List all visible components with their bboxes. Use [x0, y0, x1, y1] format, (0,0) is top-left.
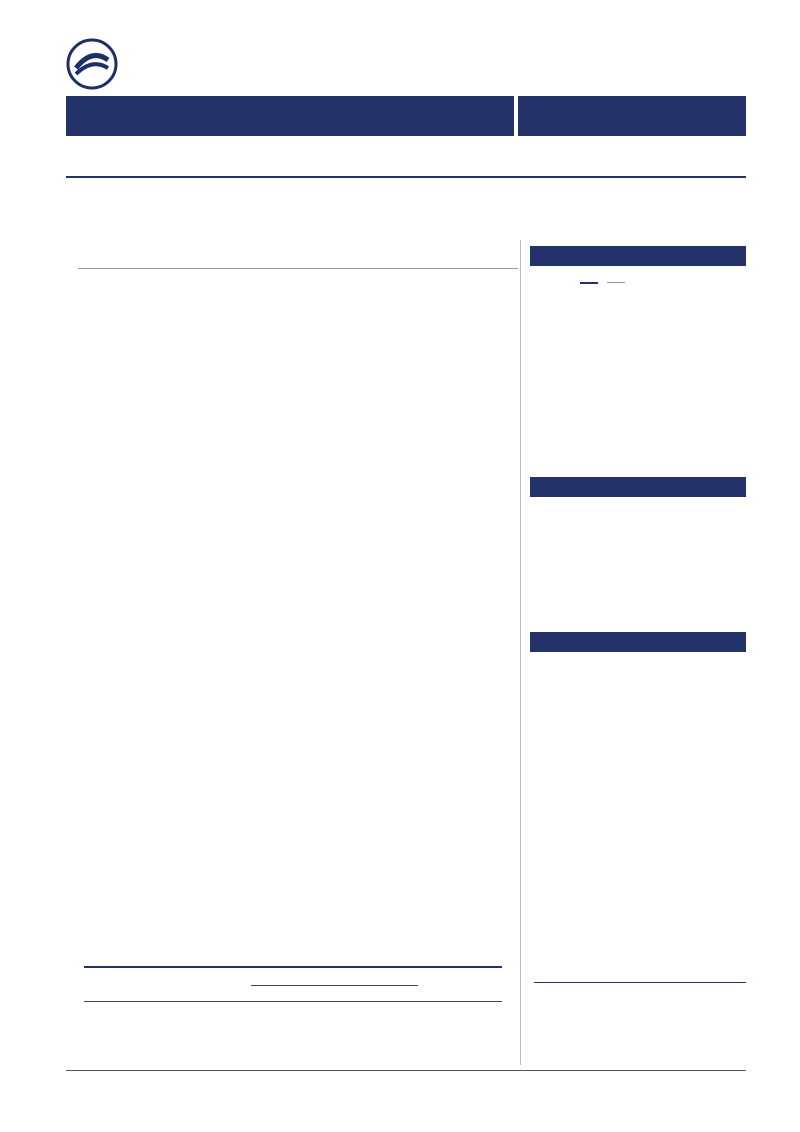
legend-swatch-2	[607, 282, 625, 283]
fin-h-company	[84, 967, 168, 1001]
fin-h-price	[168, 967, 252, 1001]
fin-table	[84, 966, 502, 1002]
related-section-head	[530, 632, 746, 652]
fin-h-eps	[251, 967, 335, 985]
fin-h-rating	[418, 967, 502, 1001]
return-chart	[530, 292, 746, 402]
company-logo-icon	[66, 38, 118, 90]
perf-table	[534, 418, 750, 439]
legend-swatch-1	[580, 282, 598, 284]
summary-divider	[78, 268, 518, 269]
perf-h-0	[536, 420, 608, 437]
publish-date	[518, 96, 746, 136]
analyst-divider	[534, 982, 746, 983]
column-divider	[520, 240, 521, 1065]
chart-section-head	[530, 246, 746, 266]
fin-h-pe	[335, 967, 419, 985]
perf-h-2	[654, 420, 700, 437]
perf-h-3	[702, 420, 748, 437]
footer-divider	[66, 1070, 746, 1071]
header-divider	[66, 176, 746, 178]
ind-section-head	[530, 477, 746, 497]
perf-h-1	[610, 420, 652, 437]
chart-legend	[580, 278, 625, 288]
sector-bar	[66, 96, 514, 136]
